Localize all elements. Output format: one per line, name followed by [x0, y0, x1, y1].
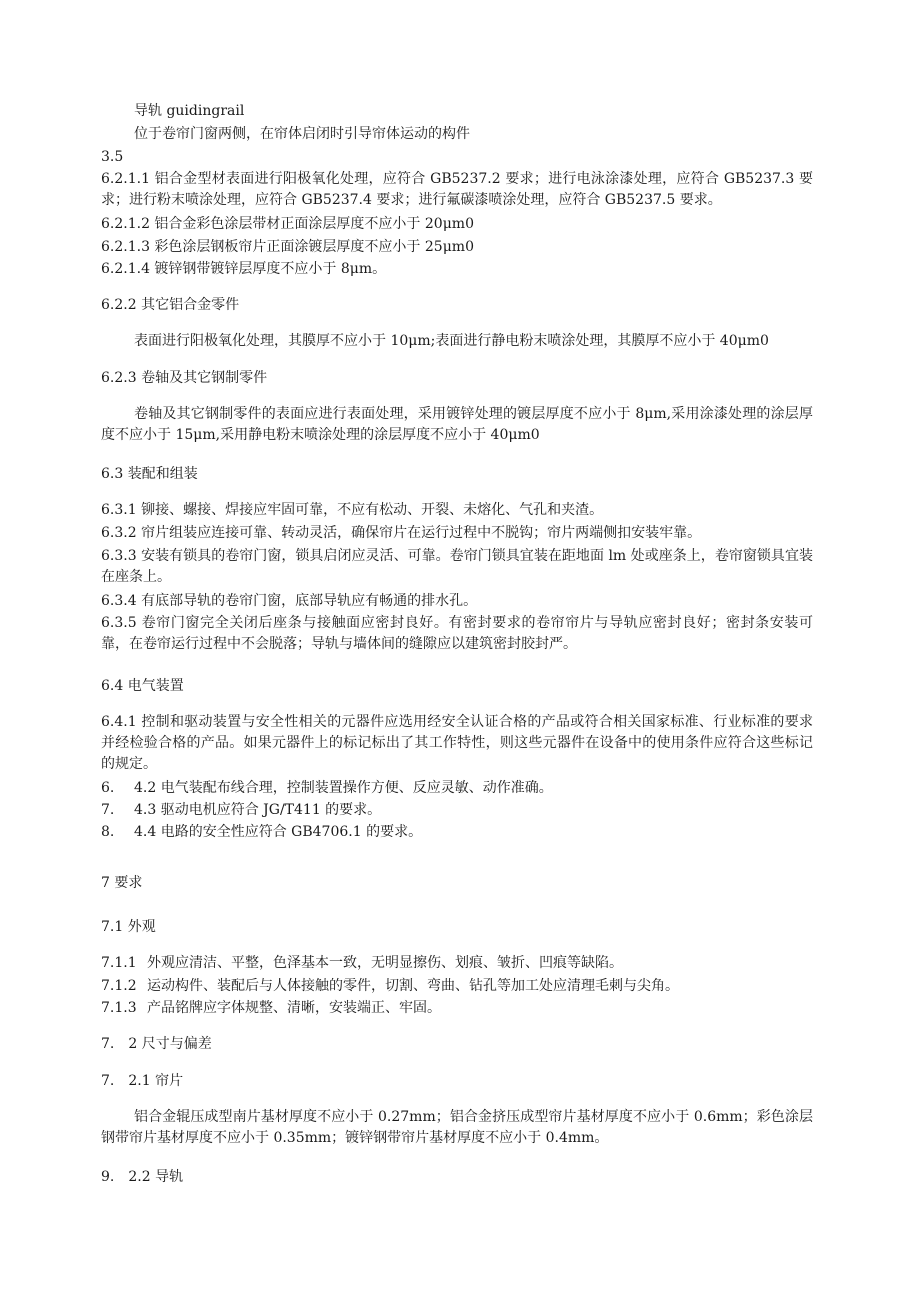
guide-definition: 位于卷帘门窗两侧，在帘体启闭时引导帘体运动的构件 — [134, 126, 470, 142]
list-text: 4.3 驱动电机应符合 JG/T411 的要求。 — [134, 802, 382, 818]
list-number: 7.1.3 — [101, 1000, 137, 1016]
clause-6-3-2: 6.3.2 帘片组装应连接可靠、转动灵活，确保帘片在运行过程中不脱钩；帘片两端侧扣安装牢靠。 — [101, 525, 702, 541]
clause-6-3-5: 6.3.5 卷帘门窗完全关闭后座条与接触面应密封良好。有密封要求的卷帘帘片与导轨应密封良好；密封条安装可靠，在卷帘运行过程中不会脱落；导轨与墙体间的缝隙应以建筑密封胶封严。 — [101, 615, 813, 652]
clause-6-2-1-2: 6.2.1.2 铝合金彩色涂层带材正面涂层厚度不应小于 20μm0 — [101, 216, 474, 232]
clause-6-4-2 — [101, 778, 553, 799]
clause-6-2-1-1: 6.2.1.1 铝合金型材表面进行阳极氧化处理，应符合 GB5237.2 要求；进行电泳涂漆处理，应符合 GB5237.3 要求；进行粉末喷涂处理，应符合 GB5237.4 要求；进行氟碳漆喷涂处理，应符合 GB5237.5 要求。 — [101, 171, 813, 208]
list-text: 4.2 电气装配布线合理，控制装置操作方便、反应灵敏、动作准确。 — [134, 780, 553, 796]
clause-6-3-3: 6.3.3 安装有锁具的卷帘门窗，锁具启闭应灵活、可靠。卷帘门锁具宜装在距地面 lm 处或座条上，卷帘窗锁具宜装在座条上。 — [101, 548, 813, 585]
list-text: 外观应清洁、平整，色泽基本一致，无明显擦伤、划痕、皱折、凹痕等缺陷。 — [147, 955, 623, 971]
clause-7-2-1-text: 铝合金辊压成型南片基材厚度不应小于 0.27mm；铝合金挤压成型帘片基材厚度不应小于 0.6mm；彩色涂层钢带帘片基材厚度不应小于 0.35mm；镀锌钢带帘片基材厚度不应小于 0.4mm。 — [101, 1109, 813, 1146]
clause-7-1-3 — [101, 998, 441, 1019]
clause-6-4-4 — [101, 822, 422, 843]
clause-6-2-1-4: 6.2.1.4 镀锌钢带镀锌层厚度不应小于 8μm。 — [101, 261, 387, 277]
clause-7-1-1 — [101, 953, 623, 974]
clause-7-1-2 — [101, 976, 679, 997]
list-text: 运动构件、装配后与人体接触的零件，切割、弯曲、钻孔等加工处应清理毛刺与尖角。 — [147, 978, 679, 994]
clause-6-4-1: 6.4.1 控制和驱动装置与安全性相关的元器件应选用经安全认证合格的产品或符合相关国家标准、行业标准的要求并经检验合格的产品。如果元器件上的标记标出了其工作特性，则这些元器件在设备中的使用条件应符合这些标记的规定。 — [101, 714, 813, 772]
clause-6-2-2-text: 表面进行阳极氧化处理，其膜厚不应小于 10μm;表面进行静电粉末喷涂处理，其膜厚不应小于 40μm0 — [134, 333, 769, 349]
guide-term: 导轨 guidingrail — [134, 103, 245, 119]
heading-6-3: 6.3 装配和组装 — [101, 466, 198, 482]
section-3-5: 3.5 — [101, 149, 124, 165]
heading-7: 7 要求 — [101, 875, 143, 891]
list-number: 8. — [101, 824, 115, 840]
heading-7-2-2: 9. 2.2 导轨 — [101, 1169, 184, 1185]
clause-6-4-3 — [101, 800, 381, 821]
heading-6-2-2: 6.2.2 其它铝合金零件 — [101, 297, 240, 313]
list-text: 产品铭牌应字体规整、清晰，安装端正、牢固。 — [147, 1000, 441, 1016]
clause-6-3-4: 6.3.4 有底部导轨的卷帘门窗，底部导轨应有畅通的排水孔。 — [101, 593, 478, 609]
clause-6-2-1-3: 6.2.1.3 彩色涂层钢板帘片正面涂镀层厚度不应小于 25μm0 — [101, 239, 474, 255]
list-number: 6. — [101, 780, 115, 796]
list-number: 7. — [101, 802, 115, 818]
heading-6-2-3: 6.2.3 卷轴及其它钢制零件 — [101, 370, 268, 386]
list-text: 4.4 电路的安全性应符合 GB4706.1 的要求。 — [134, 824, 423, 840]
list-number: 7.1.1 — [101, 955, 137, 971]
list-number: 7.1.2 — [101, 978, 137, 994]
heading-6-4: 6.4 电气装置 — [101, 678, 184, 694]
clause-6-2-3-text: 卷轴及其它钢制零件的表面应进行表面处理，采用镀锌处理的镀层厚度不应小于 8μm,采用涂漆处理的涂层厚度不应小于 15μm,采用静电粉末喷涂处理的涂层厚度不应小于 40μm0 — [101, 406, 813, 443]
heading-7-2-1: 7. 2.1 帘片 — [101, 1073, 184, 1089]
heading-7-2: 7. 2 尺寸与偏差 — [101, 1036, 212, 1052]
heading-7-1: 7.1 外观 — [101, 919, 156, 935]
clause-6-3-1: 6.3.1 铆接、螺接、焊接应牢固可靠，不应有松动、开裂、未熔化、气孔和夹渣。 — [101, 502, 604, 518]
